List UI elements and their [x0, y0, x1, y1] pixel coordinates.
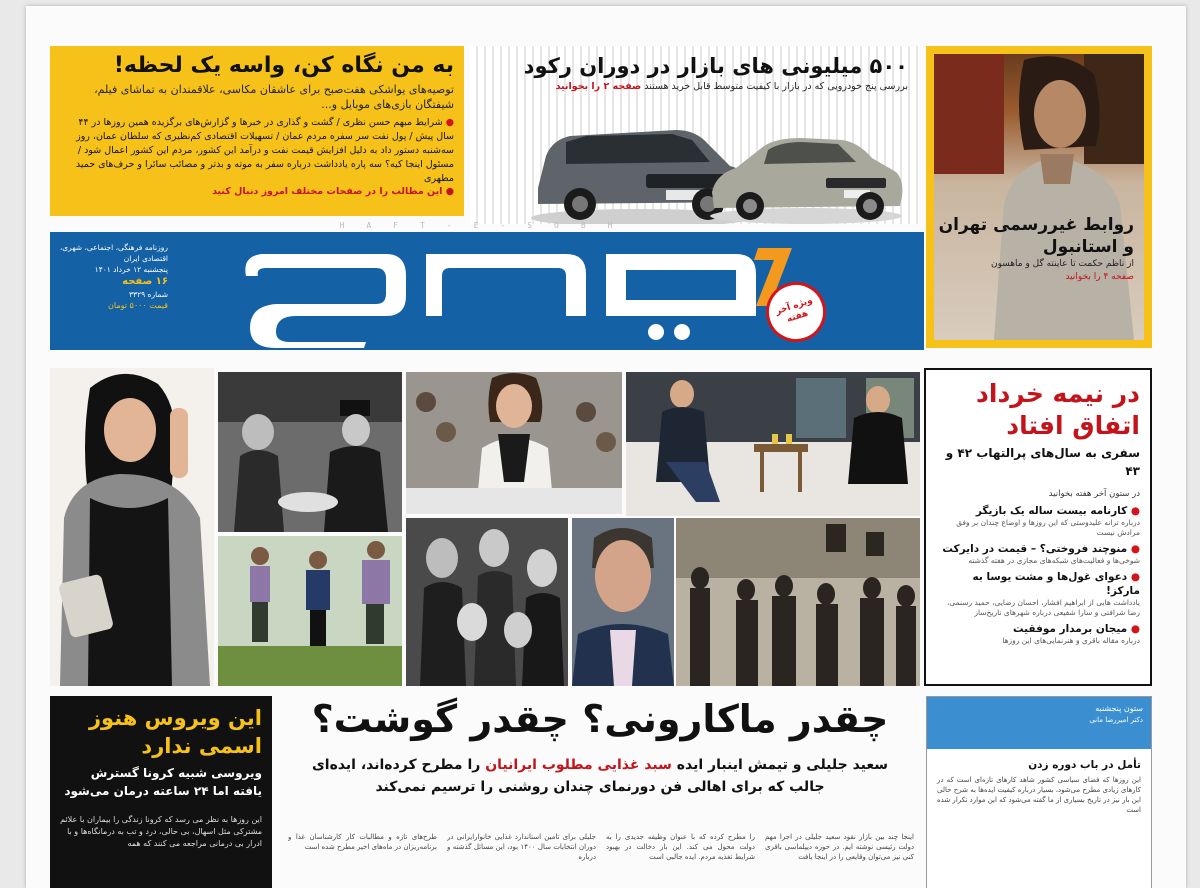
masthead-date: پنجشنبه ۱۲ خرداد ۱۴۰۱ — [94, 265, 168, 274]
list-item-title-text: دعوای غول‌ها و مشت یوسا به مارکز! — [972, 571, 1140, 597]
actor-portrait-image — [572, 518, 674, 686]
macaroni-deck-highlight: سبد غذایی مطلوب ایرانیان — [485, 757, 672, 773]
macaroni-col-4: طرح‌های تازه و مطالبات کار کارشناسان غذا و برنامه‌ریزان در ماه‌های اخیر مطرح شده است — [288, 833, 437, 851]
actress-image — [50, 368, 214, 686]
haft-e-sobh-logo[interactable] — [236, 236, 796, 348]
bullet-icon: ● — [1127, 571, 1140, 583]
list-item-title — [936, 622, 1140, 636]
masthead-info-type: روزنامه فرهنگی، اجتماعی، شهری، اقتصادی ایران — [59, 243, 168, 263]
historical-crowd-image — [218, 372, 402, 532]
promo-box-cars[interactable] — [470, 46, 918, 224]
bullet-icon: ● — [1127, 623, 1140, 635]
virus-headline-2: اسمی ندارد — [141, 734, 262, 758]
photo-street-crowd[interactable] — [676, 518, 920, 686]
article-mid-khordad[interactable] — [924, 368, 1152, 686]
list-item-desc: درباره ترانه علیدوستی که این روزها و اوضاع چندان بر وفق مرادش نیست — [956, 518, 1140, 537]
photo-actor[interactable] — [572, 518, 674, 686]
macaroni-body-columns — [288, 832, 914, 888]
photo-tv-interview[interactable] — [626, 372, 920, 516]
list-item-title-text: کارنامه بیست ساله یک بازیگر — [975, 505, 1128, 517]
tv-interview-image — [626, 372, 920, 516]
macaroni-deck-part-1: سعید جلیلی و تیمش اینبار ایده — [676, 757, 889, 773]
list-item-desc: یادداشت هایی از ابراهیم افشار، احسان رضایی، حمید رسنمی، رضا شرافتی و سارا شفیعی درباره شهرهای تاریخ‌ساز — [946, 598, 1140, 617]
mid-khordad-sub: سفری به سال‌های پرالتهاب ۴۲ و ۴۳ — [945, 446, 1140, 478]
photo-actress[interactable] — [50, 368, 214, 686]
promo-more-text: این مطالب را در صفحات مختلف امروز دنبال کنید — [212, 186, 443, 197]
list-item-title-text: میجان برمدار موفقیت — [1012, 623, 1128, 635]
virus-sub: ویروسی شبیه کرونا گسترش یافته اما ۲۴ ساعته درمان می‌شود — [64, 766, 262, 798]
mid-khordad-lead: در ستون آخر هفته بخوانید — [1048, 489, 1140, 499]
football-training-image — [218, 536, 402, 686]
macaroni-col-3: جلیلی برای تامین استاندارد غذایی خانوارایرانی در دوران انتخابات سال ۱۴۰۰ بود، این مسائل گذشته و درباره — [447, 833, 596, 861]
photo-football[interactable] — [218, 536, 402, 686]
street-crowd-image — [676, 518, 920, 686]
list-item-title — [936, 542, 1140, 556]
list-item-desc: شوخی‌ها و فعالیت‌های شبکه‌های مجازی در هفته گذشته — [968, 556, 1140, 565]
portrait-photo — [934, 54, 1144, 340]
promo-box-istanbul[interactable] — [926, 46, 1152, 348]
masthead-issue: شماره ۳۳۲۹ — [129, 290, 168, 299]
photo-event-strip — [406, 488, 622, 514]
thursday-column-header — [927, 697, 1151, 749]
bullet-icon: ● — [1127, 505, 1140, 517]
sedan-car-image — [706, 122, 906, 224]
promo-intro: توصیه‌های یواشکی هفت‌صبح برای عاشقان مکاسی، علاقمندان به تماشای فیلم، شیفتگان بازی‌های موبایل و... — [94, 83, 454, 111]
masthead-price: قیمت ۵۰۰۰ تومان — [108, 301, 168, 310]
list-item[interactable] — [936, 622, 1140, 646]
photo-historical[interactable] — [218, 372, 402, 532]
thursday-column-author: دکتر امیررضا مانی — [1089, 716, 1143, 724]
thursday-column-headline: تأمل در باب دوره زدن — [1028, 759, 1141, 771]
cars-sub-text: بررسی پنج خودرویی که در بازار با کیفیت متوسط قابل خرید هستند — [644, 81, 908, 92]
promo-items-text: شرایط مبهم حسن نظری / گشت و گذاری در خبرها و گزارش‌های برگزیده همین روزها در ۴۴ سال پیش / پول نفت سر سفره مردم عمان / تسهیلات اقتصادی کم‌نظیری که سلطان عمان، روز سه‌شنبه دستور داد به دلیل افزایش قیمت نفت و درآمد این کشور، مردم این کشور اعمال شود / مسئول اینجا کیه؟ سه پاره یادداشت درباره سفر به موته و بدتر و مصائب سائرا و حرف‌های حمید مطهری — [75, 117, 454, 184]
macaroni-deck-line-2: جالب که برای اهالی فن دورنمای چندان روشنی را ترسیم نمی‌کند — [375, 779, 825, 795]
portrait-page-ref: صفحه ۴ را بخوانید — [1065, 272, 1134, 282]
thursday-column-kicker: ستون پنجشنبه — [1095, 704, 1143, 713]
list-item[interactable] — [936, 542, 1140, 566]
portrait-headline: روابط غیررسمی تهران و استانبول — [938, 215, 1134, 257]
macaroni-headline: چقدر ماکارونی؟ چقدر گوشت؟ — [311, 697, 889, 741]
thursday-column[interactable] — [926, 696, 1152, 888]
bullet-icon: ● — [445, 186, 454, 197]
portrait-caption — [934, 214, 1134, 284]
bullet-icon: ● — [1127, 543, 1140, 555]
photo-group[interactable] — [406, 518, 568, 686]
macaroni-col-1: اینجا چند بین بازار نقود سعید جلیلی در اجرا مهم دولت رئیسی نوشته ایم. در حوزه دیپلماسی باقری کنی نیز می‌توان وقایعی را در اینجا یافت — [765, 833, 914, 861]
logo-text: هفت صبح — [516, 300, 521, 301]
mid-khordad-headline-2: اتفاق افتاد — [1006, 411, 1140, 440]
portrait-sub: از ناظم حکمت تا عاینته گل و ماهسون — [990, 259, 1134, 269]
masthead-watermark: HAFT-E-SOBH — [339, 221, 635, 230]
macaroni-deck-part-2: را مطرح کرده‌اند، ایده‌ای — [311, 757, 481, 773]
list-item-title-text: منوچند فروختی؟ – قیمت در دایرکت — [942, 543, 1128, 555]
list-item[interactable] — [936, 570, 1140, 618]
weekend-badge-text: ویژه آخر هفته — [774, 295, 814, 325]
article-virus[interactable] — [50, 696, 272, 888]
group-people-image — [406, 518, 568, 686]
virus-headline-1: این ویروس هنوز — [88, 706, 262, 730]
mid-khordad-headline-1: در نیمه خرداد — [976, 379, 1140, 408]
promo-box-look-at-me[interactable] — [50, 46, 464, 216]
list-item[interactable] — [936, 504, 1140, 538]
man-portrait-image — [934, 54, 1144, 340]
cars-page-ref: صفحه ۲ را بخوانید — [555, 81, 642, 92]
masthead — [50, 232, 924, 350]
promo-headline: به من نگاه کن، واسه یک لحظه! — [113, 53, 454, 78]
cars-sub — [480, 80, 908, 94]
macaroni-deck — [284, 754, 916, 776]
list-item-title — [936, 570, 1140, 598]
thursday-column-body: این روزها که فضای سیاسی کشور شاهد کارهای تازه‌ای است که در کارهای زیادی مطرح می‌شود، بسیار درباره کیفیت ایده‌ها به شرح حالی این بار نیز در تاریخ بسیاری از ما گفته می‌شود که این موارد تکرار شده است — [937, 776, 1141, 814]
list-item-desc: درباره مقاله باقری و هنرنمایی‌های این روزها — [1002, 636, 1140, 645]
masthead-pages: ۱۶ صفحه — [122, 276, 168, 287]
promo-more — [60, 186, 454, 197]
macaroni-col-2: را مطرح کرده که با عنوان وظیفه جدیدی را به دولت محول می کند. این بار دخالت در بهبود شرایط تغذیه مردم. ایده جالبی است — [606, 833, 755, 861]
cars-headline: ۵۰۰ میلیونی های بازار در دوران رکود — [523, 54, 908, 78]
newspaper-page — [26, 6, 1186, 888]
list-item-title — [936, 504, 1140, 518]
bullet-icon: ● — [445, 117, 454, 128]
promo-items — [60, 116, 454, 186]
virus-body: این روزها به نظر می رسد که کرونا زندگی را بیماران با علائم مشترکی مثل اسهال، بی حالی، درد و تب به درمانگاه‌ها و با ادرار بی درمانی مراجعه می کنند که همه — [60, 815, 262, 848]
article-macaroni[interactable] — [284, 694, 916, 798]
masthead-info — [58, 242, 168, 311]
